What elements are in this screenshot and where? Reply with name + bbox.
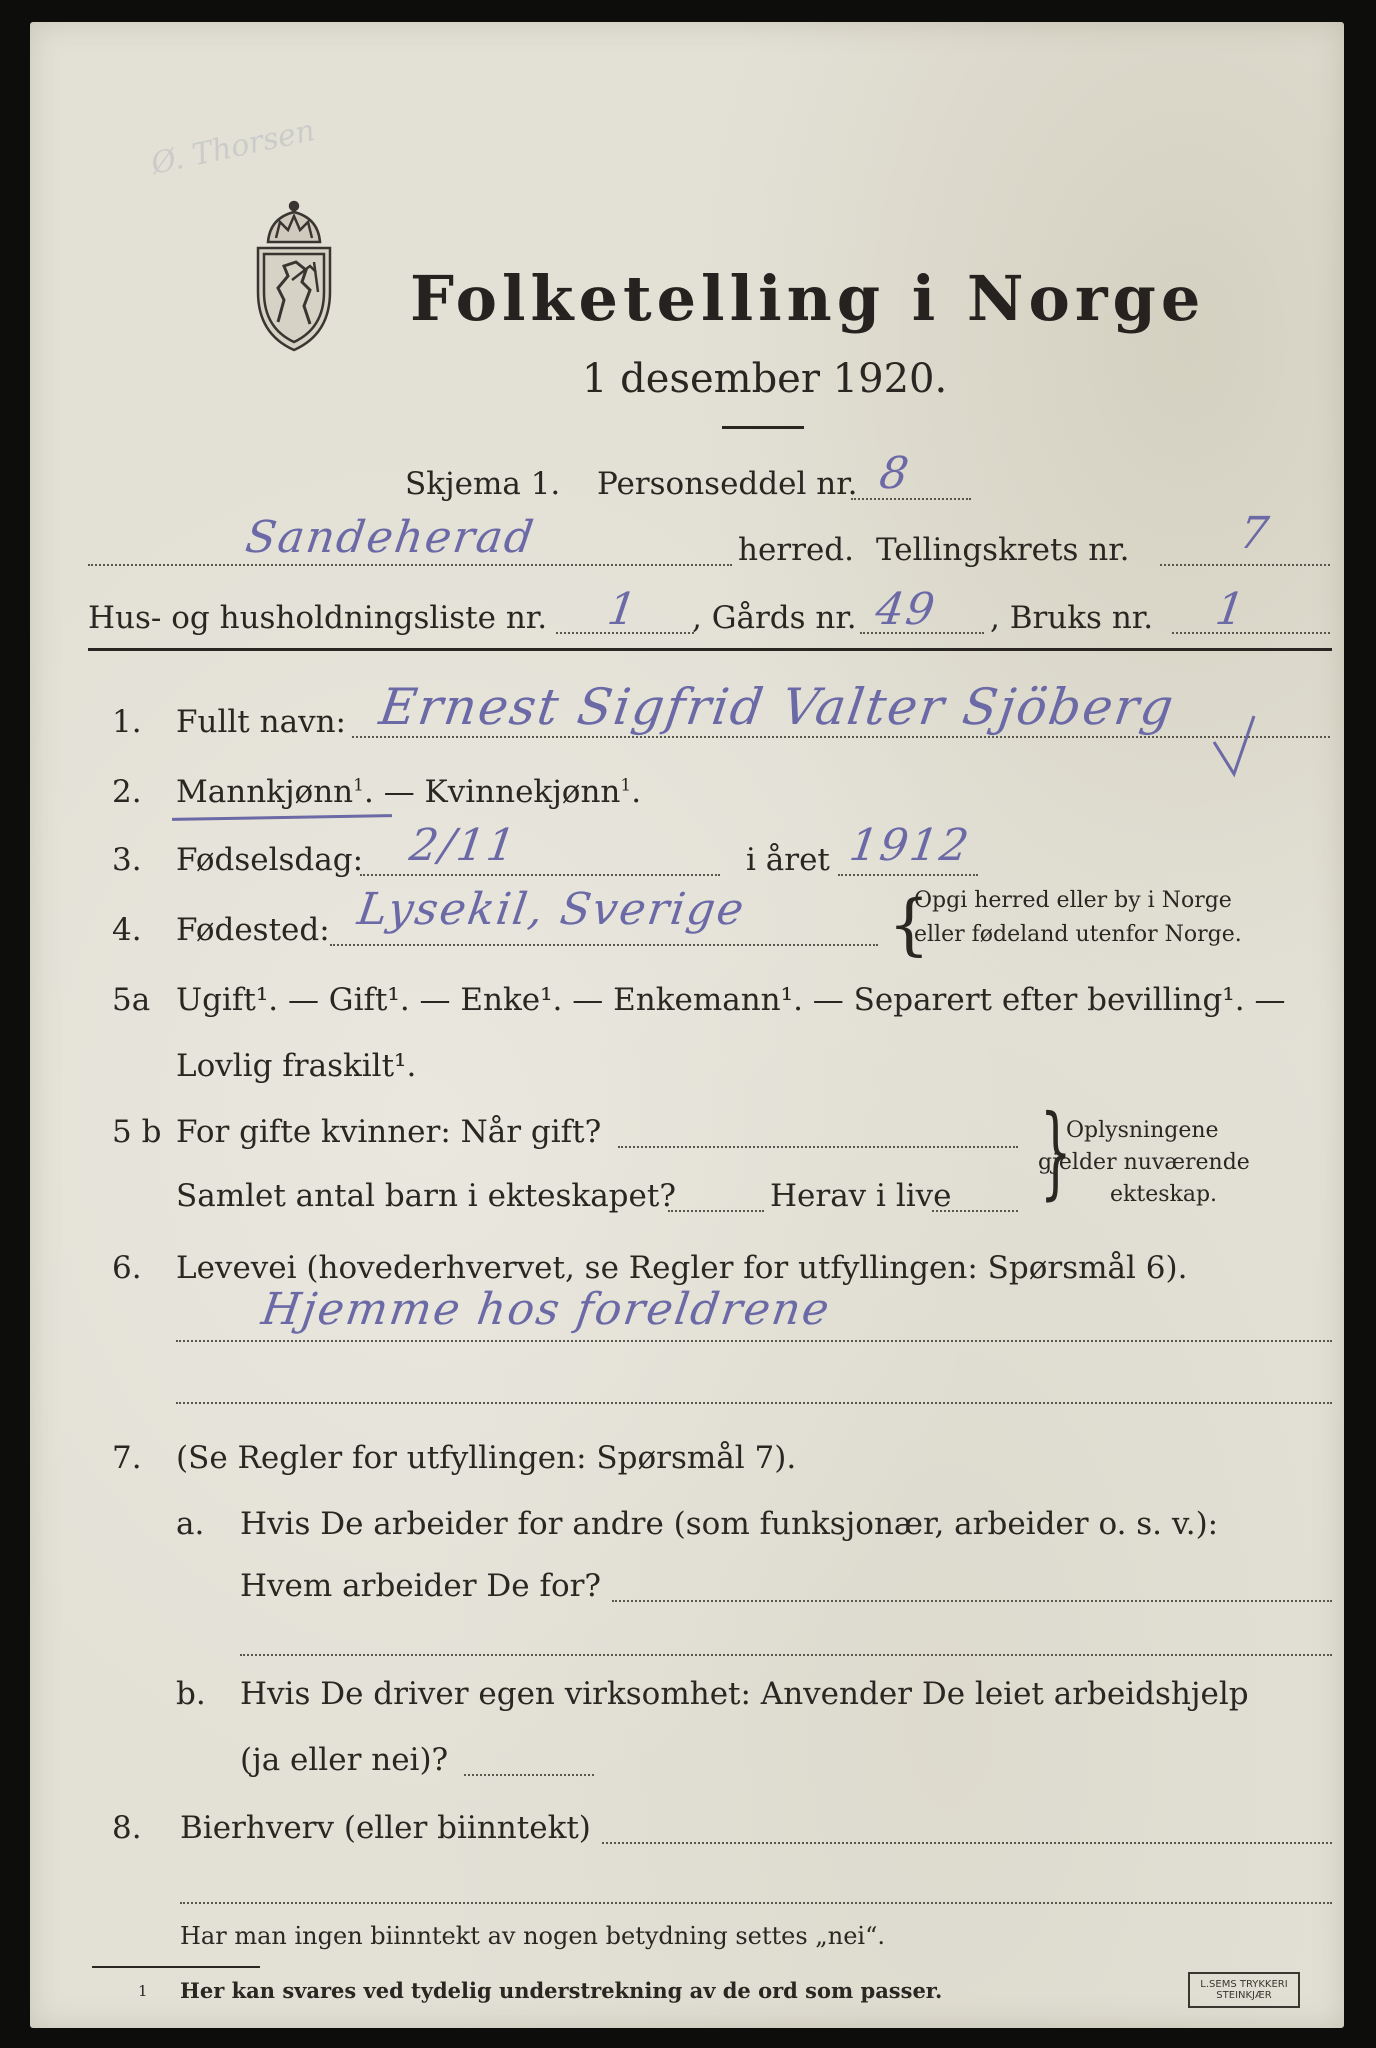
hus-label: Hus- og husholdningsliste nr. [88,600,548,636]
q1-label: Fullt navn: [176,704,346,740]
q2-male-option: Mannkjønn [176,774,354,810]
norway-coat-of-arms-icon [248,196,340,356]
page-title: Folketelling i Norge [410,262,1206,335]
q5b-note-line2: gjelder nuværende [1038,1150,1250,1175]
q2-footnote-mark-1: 1 [353,775,364,796]
herred-line [88,564,732,566]
footnote-mark: 1 [138,1982,148,2000]
q1-value: Ernest Sigfrid Valter Sjöberg [375,678,1179,736]
personseddel-line [851,498,971,500]
bruks-value: 1 [1212,584,1250,635]
q2-options [176,774,641,810]
q1-number: 1. [112,704,142,740]
q4-line [330,944,878,946]
q7-label: (Se Regler for utfyllingen: Spørsmål 7). [176,1440,797,1476]
stamp-line1: L.SEMS TRYKKERI [1200,1979,1288,1990]
q4-brace: { [888,886,930,963]
q8-line2 [180,1902,1332,1904]
printer-stamp [1188,1972,1300,2008]
checkmark-icon [1210,712,1260,782]
q7a-line1: Hvis De arbeider for andre (som funksjonær, arbeider o. s. v.): [240,1506,1219,1542]
gards-label: , Gårds nr. [692,600,857,636]
q5a-number: 5a [112,982,151,1018]
q6-line1 [176,1340,1332,1342]
q7b-line2: (ja eller nei)? [240,1742,449,1778]
q7a-line [612,1600,1332,1602]
q6-value: Hjemme hos foreldrene [258,1284,835,1335]
q8-number: 8. [112,1810,142,1846]
bruks-label: , Bruks nr. [990,600,1154,636]
gards-value: 49 [872,584,940,635]
q5b-line1: For gifte kvinner: Når gift? [176,1114,602,1150]
skjema-label: Skjema 1. [405,466,561,502]
q5b-married-line [618,1146,1018,1148]
q3-year-value: 1912 [846,820,974,871]
herred-label: herred. [738,532,854,568]
q5b-note-line1: Oplysningene [1066,1118,1219,1143]
q3-year-line [838,874,978,876]
herred-value: Sandeherad [242,512,539,563]
hus-value: 1 [604,584,642,635]
personseddel-label: Personseddel nr. [597,466,858,502]
q2-footnote-mark-2: 1 [620,775,632,796]
tellingskrets-value: 7 [1236,508,1274,559]
q1-line [352,736,1330,738]
q5a-options-line2: Lovlig fraskilt¹. [176,1048,417,1084]
header-rule [88,648,1332,651]
q7b-letter: b. [176,1676,206,1712]
q4-note-line2: eller fødeland utenfor Norge. [914,922,1242,947]
personseddel-value: 8 [876,448,914,499]
title-divider [722,426,804,429]
q5b-note-line3: ekteskap. [1110,1182,1218,1207]
q6-label: Levevei (hovederhvervet, se Regler for utfyllingen: Spørsmål 6). [176,1250,1188,1286]
q3-label: Fødselsdag: [176,842,364,878]
q4-number: 4. [112,912,142,948]
q4-note-line1: Opgi herred eller by i Norge [914,888,1232,913]
q8-note: Har man ingen biinntekt av nogen betydning settes „nei“. [180,1922,885,1950]
bleed-through-text: Ø. Thorsen [148,113,318,182]
q4-label: Fødested: [176,912,330,948]
q5b-alive-label: Herav i live [770,1178,952,1214]
q7a-line-extra [240,1654,1332,1656]
q5b-number: 5 b [112,1114,162,1150]
q5a-options: Ugift¹. — Gift¹. — Enke¹. — Enkemann¹. — Separert efter bevilling¹. — [176,982,1286,1018]
q7b-line1: Hvis De driver egen virksomhet: Anvender De leiet arbeidshjelp [240,1676,1249,1712]
footnote-rule [92,1966,260,1968]
q4-value: Lysekil, Sverige [354,884,749,935]
q8-line [602,1842,1332,1844]
q5b-children-line [668,1210,764,1212]
q5b-alive-line [932,1210,1018,1212]
q3-value: 2/11 [406,820,521,871]
tellingskrets-line [1160,564,1330,566]
stamp-line2: STEINKJÆR [1216,1990,1272,2001]
q3-number: 3. [112,842,142,878]
q6-number: 6. [112,1250,142,1286]
q7a-letter: a. [176,1506,205,1542]
q7a-line2: Hvem arbeider De for? [240,1568,602,1604]
q7-number: 7. [112,1440,142,1476]
tellingskrets-label: Tellingskrets nr. [876,532,1130,568]
q3-day-line [360,874,720,876]
q2-male-underline [172,814,392,821]
q5b-brace: } [1039,1093,1072,1210]
q5b-children-label: Samlet antal barn i ekteskapet? [176,1178,676,1214]
census-form-page [30,22,1344,2028]
q3-year-label: i året [746,842,830,878]
q7b-line [464,1774,594,1776]
q8-label: Bierhverv (eller biinntekt) [180,1810,591,1846]
bruks-line [1172,632,1330,634]
footnote-text: Her kan svares ved tydelig understrekning av de ord som passer. [180,1978,943,2003]
q2-end: . [631,774,642,810]
q6-line2 [176,1402,1332,1404]
q2-female-option: . — Kvinnekjønn [363,774,621,810]
census-date: 1 desember 1920. [582,356,948,402]
q2-number: 2. [112,774,142,810]
